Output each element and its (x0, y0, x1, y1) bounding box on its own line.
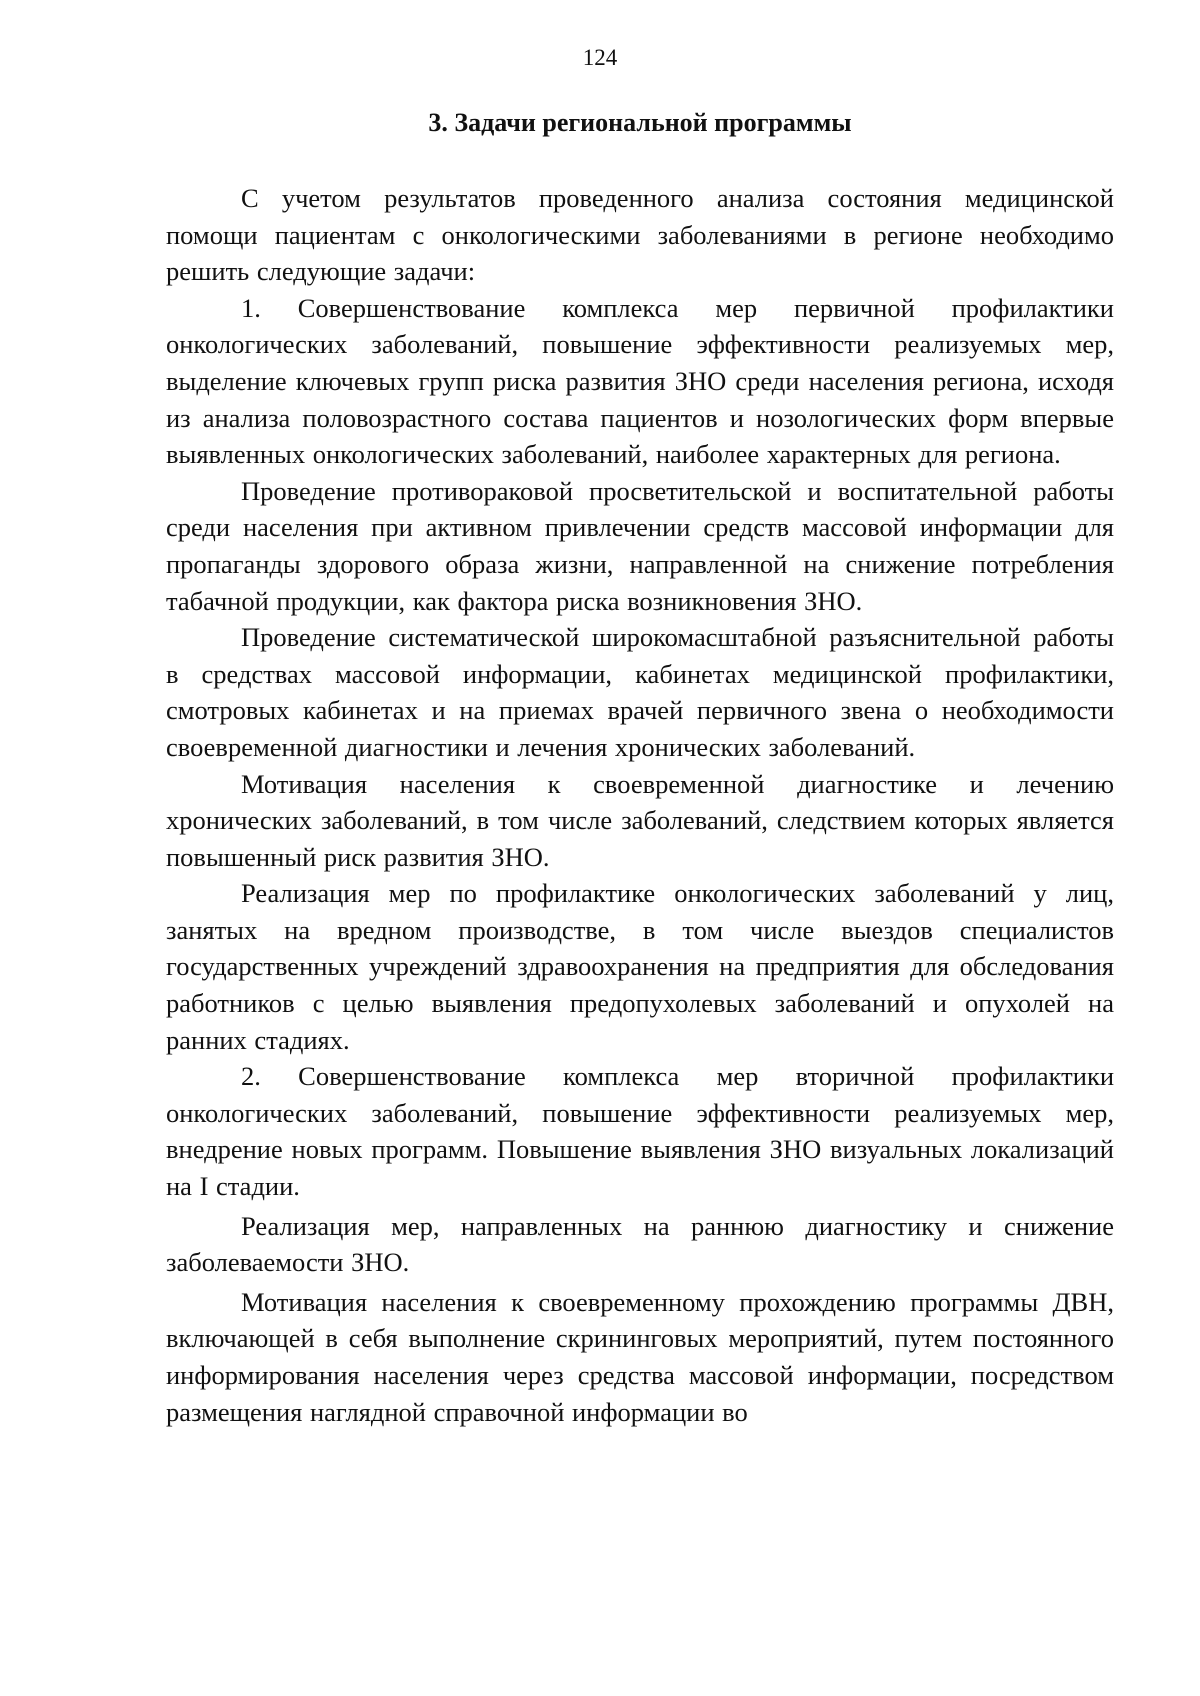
document-body (166, 180, 1114, 1430)
paragraph-intro: С учетом результатов проведенного анализа состояния медицинской помощи пациентам с онкологическими заболеваниями в регионе необходимо решить следующие задачи: (166, 183, 1114, 287)
paragraph-systematic-outreach: Проведение систематической широкомасштабной разъяснительной работы в средствах массовой информации, кабинетах медицинской профилактики, смотровых кабинетах и на приемах врачей первичного звена о необходимости своевременной диагностики и лечения хронических заболеваний. (166, 622, 1114, 762)
paragraph-task-1: 1. Совершенствование комплекса мер первичной профилактики онкологических заболеваний, повышение эффективности реализуемых мер, выделение ключевых групп риска развития ЗНО среди населения региона, исходя из анализа половозрастного состава пациентов и нозологических форм впервые выявленных онкологических заболеваний, наиболее характерных для региона. (166, 292, 1114, 470)
paragraph-early-diagnostics: Реализация мер, направленных на раннюю диагностику и снижение заболеваемости ЗНО. (166, 1210, 1114, 1278)
paragraph-occupational-prevention: Реализация мер по профилактике онкологических заболеваний у лиц, занятых на вредном производстве, в том числе выездов специалистов государственных учреждений здравоохранения на предприятия для обследования работников с целью выявления предопухолевых заболеваний и опухолей на ранних стадиях. (166, 878, 1114, 1055)
section-title: 3. Задачи региональной программы (428, 108, 852, 137)
paragraph-task-2: 2. Совершенствование комплекса мер вторичной профилактики онкологических заболеваний, повышение эффективности реализуемых мер, внедрение новых программ. Повышение выявления ЗНО визуальных локализаций на I стадии. (166, 1061, 1114, 1202)
paragraph-motivation-dvn: Мотивация населения к своевременному прохождению программы ДВН, включающей в себя выполнение скрининговых мероприятий, путем постоянного информирования населения через средства массовой информации, посредством размещения наглядной справочной информации во (166, 1286, 1114, 1427)
page-number: 124 (582, 45, 618, 70)
paragraph-anticancer-education: Проведение противораковой просветительской и воспитательной работы среди населения при активном привлечении средств массовой информации для пропаганды здорового образа жизни, направленной на снижение потребления табачной продукции, как фактора риска возникновения ЗНО. (166, 475, 1114, 616)
paragraph-motivation-diagnostics: Мотивация населения к своевременной диагностике и лечению хронических заболеваний, в том числе заболеваний, следствием которых является повышенный риск развития ЗНО. (166, 768, 1114, 872)
